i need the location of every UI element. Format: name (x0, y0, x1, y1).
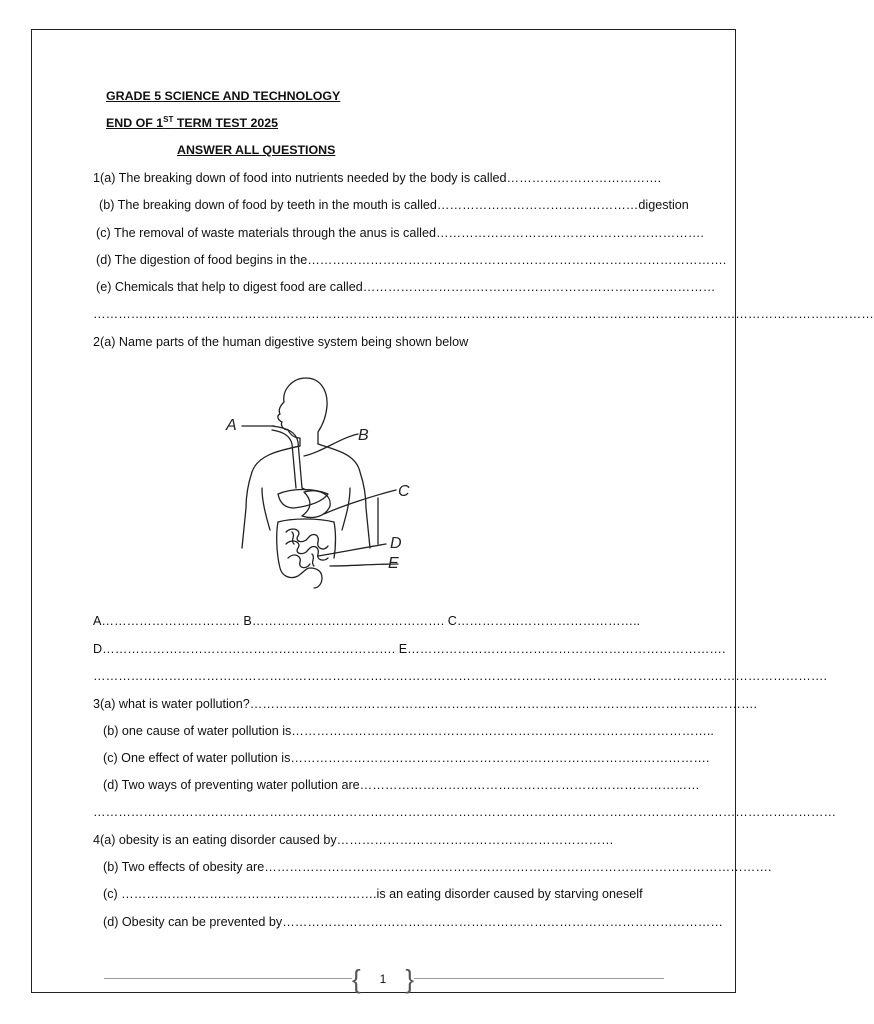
diagram-label-c: C (398, 483, 410, 500)
instruction-heading: ANSWER ALL QUESTIONS (177, 143, 336, 157)
term-heading: END OF 1ST TERM TEST 2025 (106, 115, 279, 130)
q2-answers-row1: A…………………………… B………………………………………. C…………………………………….. (93, 614, 641, 628)
diagram-label-d: D (390, 535, 402, 552)
q4-c: (c) …………………………………………………….is an eating disorder caused by starving oneself (103, 887, 643, 901)
diagram-label-a: A (226, 417, 237, 434)
q3-b: (b) one cause of water pollution is……………………………………………………………………………………….. (103, 724, 714, 738)
q2-prompt: 2(a) Name parts of the human digestive system being shown below (93, 335, 469, 349)
page-number-text: 1 (379, 972, 387, 986)
q1-continuation: …………………………………………………………………………………………………………………………………………………………………… (93, 307, 874, 321)
q2-answers-row2: D……………………………………………………………. E…………………………………………………………………. (93, 642, 726, 656)
q3-c: (c) One effect of water pollution is………………………………………………………………………………………. (103, 751, 710, 765)
q3-continuation: …………………………………………………………………………………………………………………………………………………………… (93, 805, 837, 819)
diagram-label-b: B (358, 427, 369, 444)
q1-a: 1(a) The breaking down of food into nutrients needed by the body is called………………………………. (93, 171, 662, 185)
q1-e: (e) Chemicals that help to digest food are called………………………………………………………………………… (96, 280, 716, 294)
digestive-system-diagram (222, 372, 422, 592)
q1-b: (b) The breaking down of food by teeth in the mouth is called…………………………………………digestion (99, 198, 689, 212)
right-brace-icon: } (405, 964, 414, 994)
q3-a: 3(a) what is water pollution?…………………………………………………………………………………………………………. (93, 697, 758, 711)
diagram-label-e: E (388, 555, 399, 572)
q4-a: 4(a) obesity is an eating disorder caused by………………………………………………………… (93, 833, 614, 847)
q3-d: (d) Two ways of preventing water pollution are……………………………………………………………………… (103, 778, 700, 792)
left-brace-icon: { (352, 964, 361, 994)
test-title: GRADE 5 SCIENCE AND TECHNOLOGY (106, 89, 341, 103)
q2-answers-row3: …………………………………………………………………………………………………………………………………………………………. (93, 669, 827, 683)
q4-b: (b) Two effects of obesity are…………………………………………………………………………………………………………. (103, 860, 772, 874)
page-number (350, 966, 416, 992)
footer-rule-right (414, 978, 664, 979)
q4-d: (d) Obesity can be prevented by…………………………………………………………………………………………… (103, 915, 723, 929)
q1-d: (d) The digestion of food begins in the………………………………………………………………………………………. (96, 253, 727, 267)
q1-c: (c) The removal of waste materials through the anus is called………………………………………………………. (96, 226, 704, 240)
footer-rule-left (104, 978, 352, 979)
